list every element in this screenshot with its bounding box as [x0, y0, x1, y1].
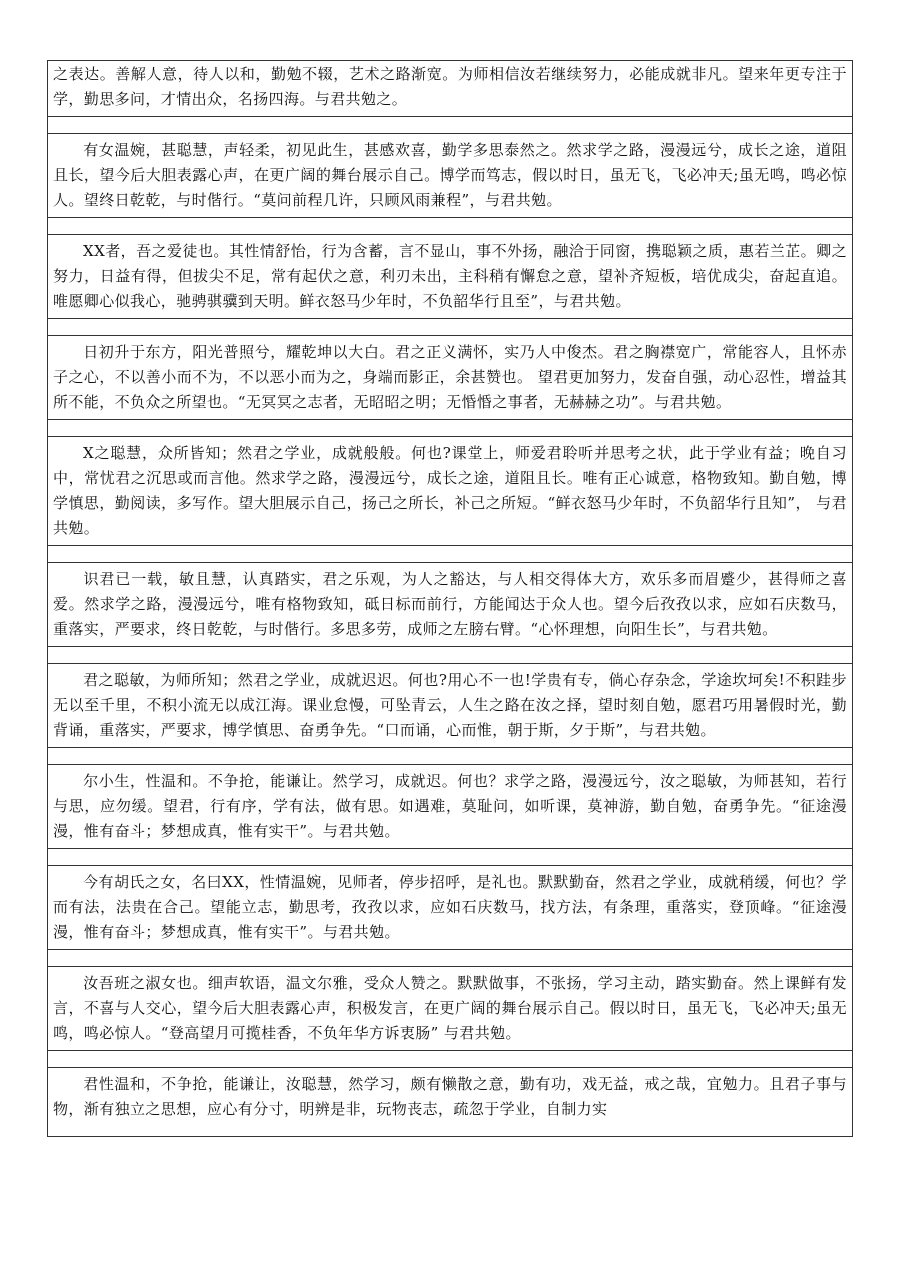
- comment-row: [48, 967, 853, 1051]
- comment-cell: [48, 967, 853, 1051]
- spacer-row: [48, 546, 853, 563]
- spacer-row: [48, 117, 853, 134]
- spacer-row: [48, 950, 853, 967]
- comment-row: [48, 336, 853, 420]
- comment-cell: [48, 61, 853, 117]
- comment-row: [48, 866, 853, 950]
- spacer-cell: [48, 647, 853, 664]
- comment-text: 有女温婉，甚聪慧，声轻柔，初见此生，甚感欢喜，勤学多思泰然之。然求学之路，漫漫远兮，成长之途，道阻且长，望今后大胆表露心声，在更广阔的舞台展示自己。博学而笃志，假以时日，虽无飞，飞必冲天;虽无鸣，鸣必惊人。望终日乾乾，与时偕行。“莫问前程几许，只顾风雨兼程”，与君共勉。: [53, 141, 847, 209]
- spacer-row: [48, 647, 853, 664]
- comment-row: [48, 563, 853, 647]
- comment-row: [48, 134, 853, 218]
- comment-cell: [48, 563, 853, 647]
- comment-row: [48, 664, 853, 748]
- spacer-cell: [48, 117, 853, 134]
- comment-text: 君性温和，不争抢，能谦让，汝聪慧，然学习，颇有懒散之意，勤有功，戏无益，戒之哉，宜勉力。且君子事与物，渐有独立之思想，应心有分寸，明辨是非，玩物丧志，疏忽于学业，自制力实: [53, 1075, 847, 1118]
- comment-text: 之表达。善解人意，待人以和，勤勉不辍，艺术之路渐宽。为师相信汝若继续努力，必能成就非凡。望来年更专注于学，勤思多问，才情出众，名扬四海。与君共勉之。: [53, 65, 847, 108]
- spacer-row: [48, 849, 853, 866]
- comment-text: 汝吾班之淑女也。细声软语，温文尔雅，受众人赞之。默默做事，不张扬，学习主动，踏实勤奋。然上课鲜有发言，不喜与人交心，望今后大胆表露心声，积极发言，在更广阔的舞台展示自己。假以时日，虽无飞，飞必冲天;虽无鸣，鸣必惊人。“登高望月可揽桂香，不负年华方诉衷肠” 与君共勉。: [53, 974, 847, 1042]
- comment-text: 今有胡氏之女，名曰XX，性情温婉，见师者，停步招呼，是礼也。默默勤奋，然君之学业，成就稍缓，何也？学而有法，法贵在合己。望能立志，勤思考，孜孜以求，应如石庆数马，找方法，有条理，重落实，登顶峰。“征途漫漫，惟有奋斗；梦想成真，惟有实干”。与君共勉。: [53, 873, 847, 941]
- spacer-row: [48, 420, 853, 437]
- comment-text: XX者，吾之爱徒也。其性情舒怡，行为含蓄，言不显山，事不外扬，融洽于同窗，携聪颖之质，惠若兰芷。卿之努力，日益有得，但拔尖不足，常有起伏之意，利刃未出，主科稍有懈怠之意，望补齐短板，培优成尖，奋起直追。唯愿卿心似我心，驰骋骐骥到天明。鲜衣怒马少年时，不负韶华行且至”，与君共勉。: [53, 242, 847, 310]
- spacer-row: [48, 748, 853, 765]
- comment-text: 君之聪敏，为师所知；然君之学业，成就迟迟。何也?用心不一也!学贵有专，倘心存杂念，学途坎坷矣!不积跬步无以至千里，不积小流无以成江海。课业怠慢，可坠青云，人生之路在汝之择，望时刻自勉，愿君巧用暑假时光，勤背诵，重落实，严要求，博学慎思、奋勇争先。“口而诵，心而惟，朝于斯，夕于斯”，与君共勉。: [53, 671, 847, 739]
- comment-text: 尔小生，性温和。不争抢，能谦让。然学习，成就迟。何也？求学之路，漫漫远兮，汝之聪敏，为师甚知，若行与思，应勿缓。望君，行有序，学有法，做有思。如遇难，莫耻问，如听课，莫神游，勤自勉，奋勇争先。“征途漫漫，惟有奋斗；梦想成真，惟有实干”。与君共勉。: [53, 772, 847, 840]
- comment-cell: [48, 235, 853, 319]
- comment-row: [48, 61, 853, 117]
- comment-table: [47, 60, 853, 1137]
- spacer-cell: [48, 420, 853, 437]
- spacer-cell: [48, 546, 853, 563]
- comment-text: 识君已一载，敏且慧，认真踏实，君之乐观，为人之豁达，与人相交得体大方，欢乐多而眉蹙少，甚得师之喜爱。然求学之路，漫漫远兮，唯有格物致知，砥日标而前行，方能闻达于众人也。望今后孜孜以求，应如石庆数马，重落实，严要求，终日乾乾，与时偕行。多思多劳，成师之左膀右臂。“心怀理想，向阳生长”，与君共勉。: [53, 570, 847, 638]
- comment-row: [48, 437, 853, 546]
- comment-cell: [48, 664, 853, 748]
- comment-cell: [48, 134, 853, 218]
- spacer-cell: [48, 319, 853, 336]
- spacer-cell: [48, 218, 853, 235]
- spacer-cell: [48, 849, 853, 866]
- comment-cell: [48, 336, 853, 420]
- comment-row: [48, 235, 853, 319]
- spacer-row: [48, 319, 853, 336]
- comment-text: X之聪慧，众所皆知；然君之学业，成就般般。何也?课堂上，师爱君聆听并思考之状，此于学业有益；晚自习中，常忧君之沉思或而言他。然求学之路，漫漫远兮，成长之途，道阻且长。唯有正心诚意，格物致知。勤自勉，博学慎思，勤阅读，多写作。望大胆展示自己，扬己之所长，补己之所短。“鲜衣怒马少年时，不负韶华行且知”， 与君共勉。: [53, 444, 847, 537]
- comment-cell: [48, 1068, 853, 1137]
- comment-row: [48, 765, 853, 849]
- comment-cell: [48, 866, 853, 950]
- spacer-row: [48, 218, 853, 235]
- comment-cell: [48, 437, 853, 546]
- spacer-cell: [48, 950, 853, 967]
- spacer-row: [48, 1051, 853, 1068]
- comment-row: [48, 1068, 853, 1137]
- spacer-cell: [48, 748, 853, 765]
- comment-text: 日初升于东方，阳光普照兮，耀乾坤以大白。君之正义满怀，实乃人中俊杰。君之胸襟宽广，常能容人，且怀赤子之心，不以善小而不为，不以恶小而为之，身端而影正，余甚赞也。 望君更加努力，发奋自强，动心忍性，增益其所不能，不负众之所望也。“无冥冥之志者，无昭昭之明；无惛惛之事者，无赫赫之功”。与君共勉。: [53, 343, 847, 411]
- spacer-cell: [48, 1051, 853, 1068]
- comment-cell: [48, 765, 853, 849]
